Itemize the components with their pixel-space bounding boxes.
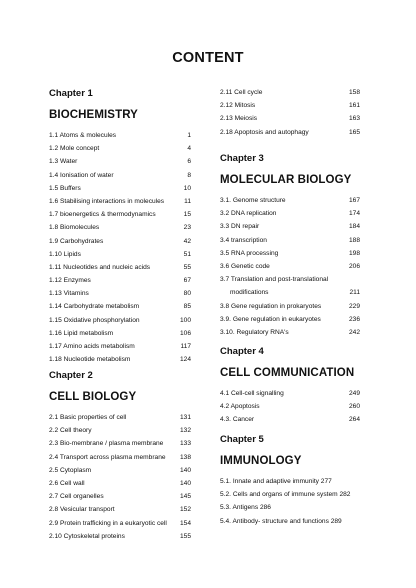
toc-page-number: 264 [348,416,360,424]
toc-entry [220,300,360,313]
toc-list [49,411,191,543]
toc-entry [220,207,360,220]
toc-entry [49,169,191,182]
toc-entry [220,273,360,299]
toc-entry-title: 2.18 Apoptosis and autophagy [220,128,309,136]
toc-entry-title: 1.1 Atoms & molecules [49,132,117,139]
toc-page-number: 51 [183,250,191,258]
toc-entry-title: 3.3 DN repair [220,223,260,231]
toc-entry-title: 4.2 Apoptosis [220,403,260,411]
toc-entry [220,475,370,488]
toc-entry-title: 1.11 Nucleotides and nucleic acids [49,263,151,271]
toc-entry [49,300,191,313]
toc-entry [220,260,360,273]
toc-entry-title: 1.2 Mole concept [49,145,100,153]
toc-entry-title: 2.3 Bio-membrane / plasma membrane [49,440,164,448]
toc-entry [49,287,191,300]
chapter-1 [49,88,191,366]
toc-entry-title: 1.17 Amino acids metabolism [49,343,135,350]
toc-entry-title: 1.16 Lipid metabolism [49,329,114,337]
toc-page-number: 152 [179,506,191,514]
chapter-label: Chapter 2 [49,370,93,381]
toc-entry-title: 1.18 Nucleotide metabolism [49,356,131,364]
chapter-title: CELL BIOLOGY [49,391,137,403]
toc-entry [49,142,191,155]
toc-entry-title: 1.14 Carbohydrate metabolism [49,303,140,311]
toc-page-number: 55 [183,263,191,271]
toc-page-number: 211 [349,289,360,297]
toc-entry-title: 2.4 Transport across plasma membrane [49,453,166,461]
toc-page-number: 132 [179,427,191,435]
toc-page-number: 184 [348,223,360,231]
toc-entry [49,235,191,248]
toc-entry-title: 1.9 Carbohydrates [49,237,104,245]
toc-entry-title: 3.1. Genome structure [220,197,286,204]
toc-page-number: 10 [183,184,191,192]
toc-entry [49,182,191,195]
chapter-label: Chapter 5 [220,434,264,445]
toc-page-number: 260 [348,403,360,411]
toc-entry [49,353,191,366]
toc-entry-title: 5.4. Antibody- structure and functions 289 [220,517,342,525]
toc-page-number: 165 [348,128,360,136]
toc-entry [49,261,191,274]
toc-page-number: 124 [179,356,191,364]
toc-page-number: 6 [187,158,191,166]
toc-page-number: 4 [187,145,191,153]
toc-entry-title: 3.10. Regulatory RNA's [220,328,289,336]
toc-page-number: 229 [348,302,360,310]
toc-entry [49,340,191,353]
chapter-title: MOLECULAR BIOLOGY [220,174,352,186]
toc-entry-title: 3.4 transcription [220,236,267,244]
toc-page-number: 158 [348,89,360,96]
chapter-title: IMMUNOLOGY [220,455,302,467]
toc-entry [49,327,191,340]
toc-entry [49,530,191,543]
toc-entry [49,195,191,208]
toc-list [220,387,360,427]
toc-page-number: 140 [179,479,191,487]
toc-entry [220,112,360,125]
toc-entry [220,387,360,400]
toc-entry [49,517,191,530]
toc-entry-title: 1.4 Ionisation of water [49,171,114,179]
chapter-title: BIOCHEMISTRY [49,109,138,121]
toc-entry [220,234,360,247]
toc-entry-title: 2.9 Protein trafficking in a eukaryotic cell [49,519,167,527]
toc-entry-title: 1.7 bioenergetics & thermodynamics [49,211,156,219]
toc-entry-title: 1.13 Vitamins [49,290,89,298]
toc-page-number: 145 [179,493,191,501]
toc-page-number: 23 [183,224,191,232]
toc-list [220,194,360,339]
toc-entry [220,400,360,413]
toc-page-number: 8 [187,171,191,179]
toc-entry-title: 1.5 Buffers [49,184,81,192]
toc-entry [49,503,191,516]
toc-entry [220,86,360,99]
toc-page-number: 106 [179,329,191,337]
toc-entry-title: 3.9. Gene regulation in eukaryotes [220,315,321,323]
toc-entry-title: 3.5 RNA processing [220,249,279,257]
toc-entry-title: 5.2. Cells and organs of immune system 282 [220,491,351,499]
toc-page-number: 236 [348,315,360,323]
toc-entry [49,424,191,437]
toc-entry [220,413,360,426]
toc-entry-title: 1.15 Oxidative phosphorylation [49,316,140,324]
toc-page-number: 131 [179,414,191,421]
toc-entry [49,490,191,503]
page-title: CONTENT [172,50,244,66]
toc-page-number: 167 [348,197,360,204]
toc-page-number: 100 [179,316,191,324]
toc-entry [49,155,191,168]
toc-entry-title: 1.8 Biomolecules [49,224,100,232]
toc-entry-title: 1.6 Stabilising interactions in molecules [49,197,165,205]
chapter-4 [220,346,360,427]
toc-page-number: 80 [183,290,191,298]
toc-entry-title: 5.3. Antigens 286 [220,504,271,512]
toc-entry-title-continued: modifications [230,289,269,297]
toc-page-number: 163 [348,115,360,123]
toc-page-number: 11 [184,197,191,205]
toc-entry-title: 2.6 Cell wall [49,479,85,487]
toc-entry-title: 1.3 Water [49,158,78,166]
toc-entry [49,248,191,261]
chapter-label: Chapter 4 [220,346,264,357]
toc-entry-title: 2.13 Meiosis [220,115,258,123]
toc-page-number: 140 [179,466,191,474]
toc-entry-title: 2.2 Cell theory [49,427,92,435]
toc-entry [49,208,191,221]
toc-entry-title: 5.1. Innate and adaptive immunity 277 [220,478,332,485]
toc-entry [220,501,370,514]
toc-entry-title: 4.3. Cancer [220,416,255,424]
toc-page-number: 161 [348,102,360,110]
toc-entry [220,515,370,528]
toc-entry-title: 2.11 Cell cycle [220,89,263,96]
toc-entry [220,126,360,139]
toc-entry-title: 2.1 Basic properties of cell [49,414,127,421]
toc-page-number: 174 [348,210,360,218]
toc-page-number: 242 [348,328,360,336]
toc-page-number: 42 [183,237,191,245]
toc-page-number: 1 [187,132,191,139]
toc-page-number: 67 [183,277,191,285]
toc-page-number: 138 [179,453,191,461]
toc-entry-title: 2.5 Cytoplasm [49,466,92,474]
toc-entry [49,477,191,490]
toc-entry [220,247,360,260]
toc-list [220,475,370,528]
chapter-label: Chapter 3 [220,153,264,164]
toc-page-number: 198 [348,249,360,257]
toc-entry [49,129,191,142]
chapter-3 [220,153,360,339]
toc-entry [220,326,360,339]
chapter-title: CELL COMMUNICATION [220,367,355,379]
toc-page-number: 188 [348,236,360,244]
toc-list [49,129,191,366]
toc-entry [49,314,191,327]
toc-entry [49,411,191,424]
toc-entry-title: 1.10 Lipids [49,250,81,258]
chapter-5 [220,434,370,528]
toc-entry-title: 3.7 Translation and post-translational [220,276,329,284]
toc-page-number: 155 [179,532,191,540]
toc-entry-title: 1.12 Enzymes [49,277,91,285]
toc-page-number: 117 [180,343,191,350]
toc-entry-title: 3.6 Genetic code [220,262,270,270]
toc-entry-title: 2.10 Cytoskeletal proteins [49,532,125,540]
toc-entry [220,220,360,233]
chapter-2 [49,370,191,543]
toc-entry [49,464,191,477]
toc-entry-title: 2.12 Mitosis [220,102,256,110]
toc-entry [220,488,370,501]
toc-entry-title: 4.1 Cell-cell signalling [220,390,284,397]
chapter-label: Chapter 1 [49,88,93,99]
toc-entry [49,451,191,464]
toc-page-number: 249 [348,390,360,397]
toc-page-number: 85 [183,303,191,311]
toc-page-number: 133 [179,440,191,448]
toc-entry-title: 3.2 DNA replication [220,210,277,218]
toc-entry [220,313,360,326]
toc-page-number: 154 [179,519,191,527]
chapter-2-continued [220,86,360,139]
toc-entry [49,274,191,287]
toc-entry [220,99,360,112]
toc-entry-title: 2.8 Vesicular transport [49,506,115,514]
toc-page-number: 15 [183,211,191,219]
toc-entry [49,437,191,450]
toc-list [220,86,360,139]
toc-entry [49,221,191,234]
toc-entry [220,194,360,207]
toc-page-number: 206 [348,262,360,270]
toc-entry-title: 3.8 Gene regulation in prokaryotes [220,302,322,310]
toc-entry-title: 2.7 Cell organelles [49,493,104,501]
